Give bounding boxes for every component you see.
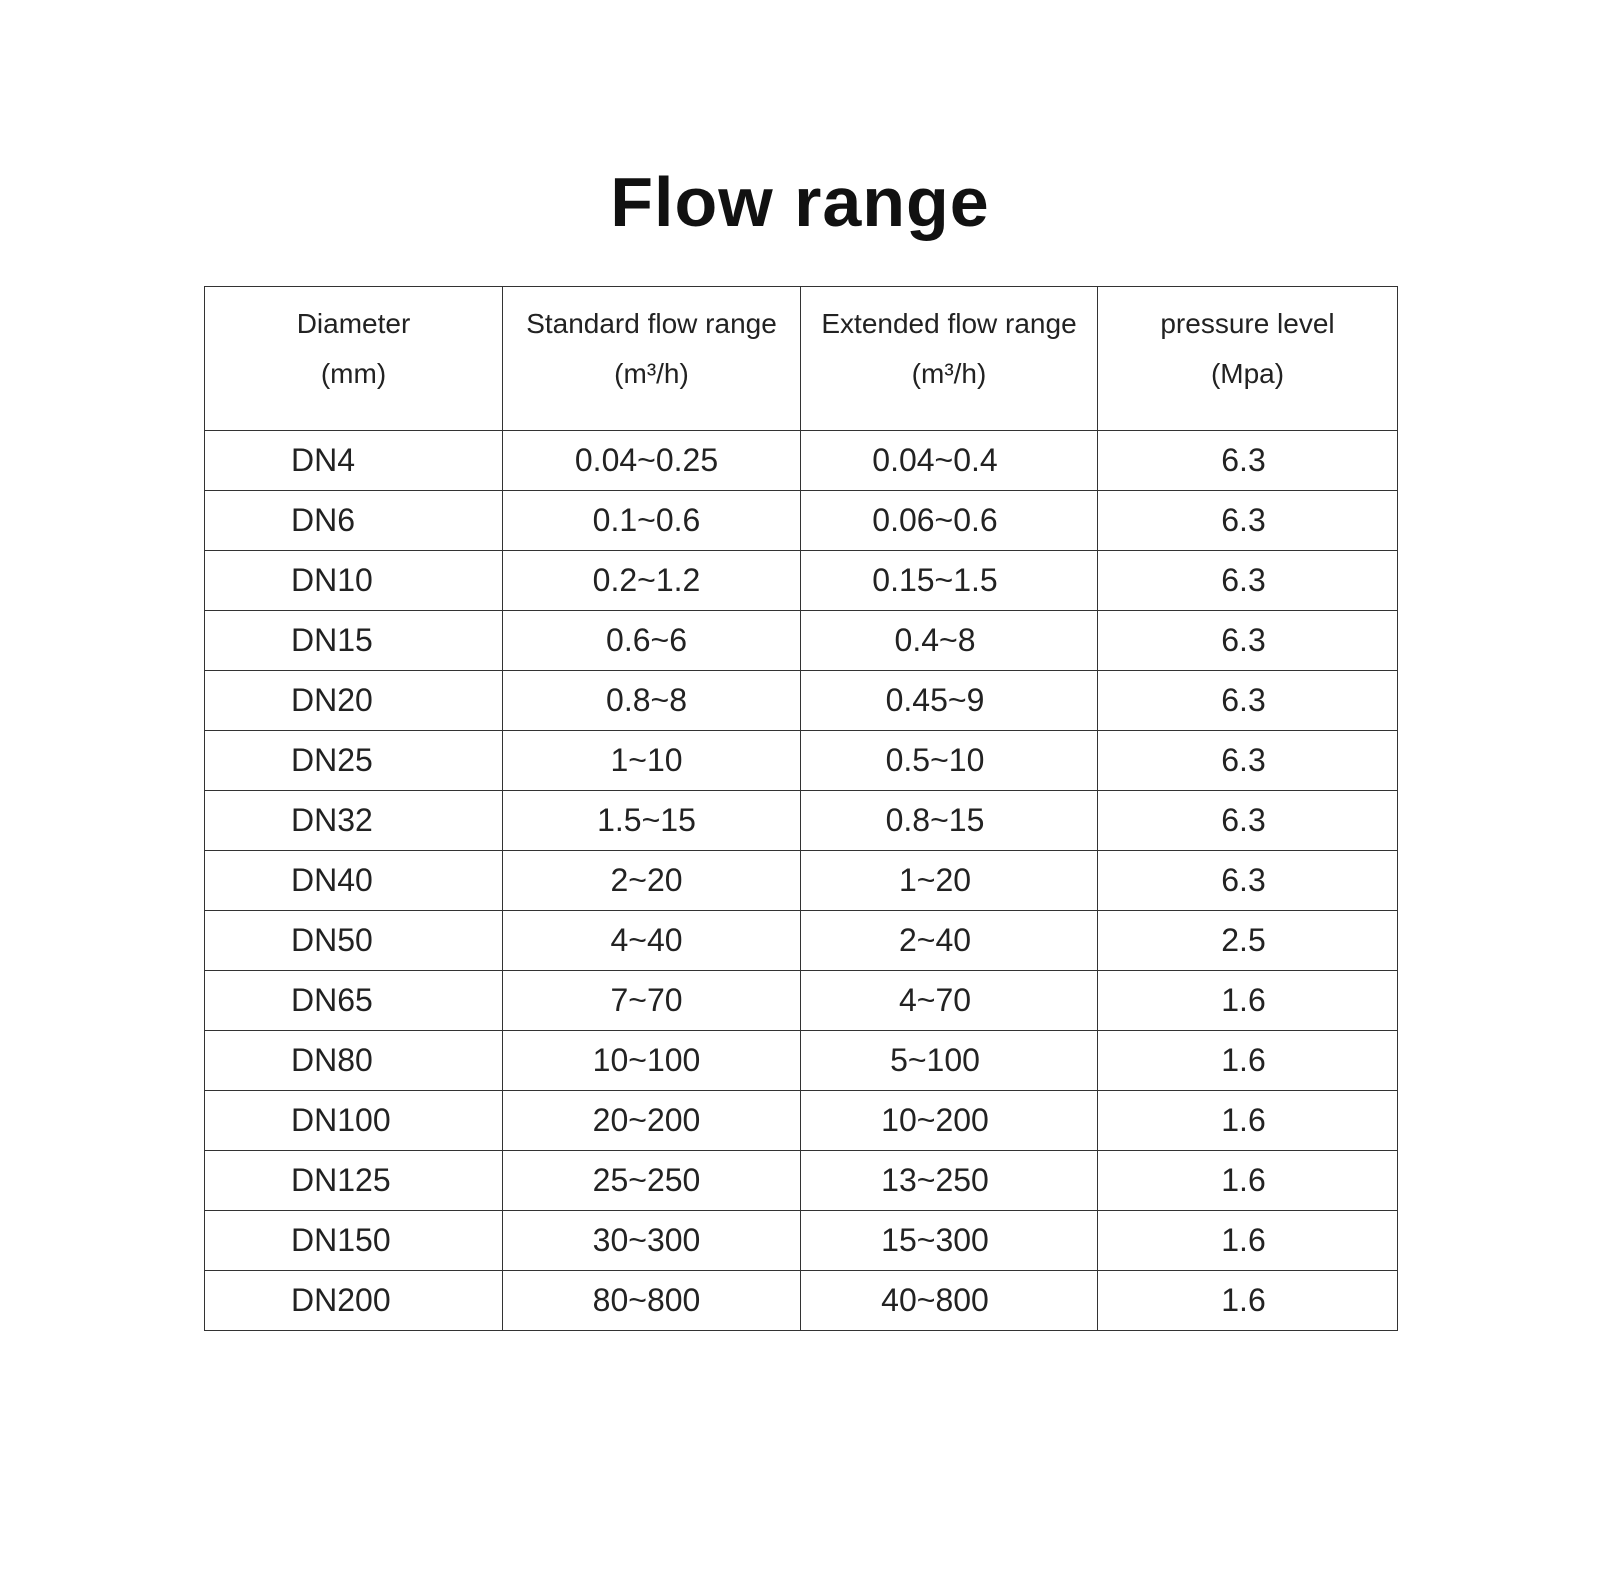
table-body — [205, 431, 1398, 1331]
cell-pressure-level: 6.3 — [1098, 611, 1398, 671]
cell-diameter: DN25 — [205, 731, 503, 791]
cell-extended-flow: 0.06~0.6 — [801, 491, 1098, 551]
cell-pressure-level: 2.5 — [1098, 911, 1398, 971]
cell-diameter: DN65 — [205, 971, 503, 1031]
cell-pressure-level: 1.6 — [1098, 1271, 1398, 1331]
cell-standard-flow: 7~70 — [503, 971, 801, 1031]
table-row — [205, 791, 1398, 851]
header-extended-flow-label: Extended flow range — [821, 308, 1077, 339]
header-diameter-label: Diameter — [296, 308, 411, 339]
cell-pressure-level: 6.3 — [1098, 851, 1398, 911]
cell-diameter: DN80 — [205, 1031, 503, 1091]
header-standard-flow — [503, 287, 801, 431]
table-row — [205, 851, 1398, 911]
header-diameter-unit: (mm) — [320, 358, 387, 389]
cell-pressure-level: 6.3 — [1098, 671, 1398, 731]
header-pressure-level-label: pressure level — [1160, 308, 1335, 339]
table-row — [205, 971, 1398, 1031]
cell-standard-flow: 25~250 — [503, 1151, 801, 1211]
cell-diameter: DN4 — [205, 431, 503, 491]
cell-diameter: DN100 — [205, 1091, 503, 1151]
cell-standard-flow: 20~200 — [503, 1091, 801, 1151]
cell-diameter: DN6 — [205, 491, 503, 551]
cell-standard-flow: 0.8~8 — [503, 671, 801, 731]
cell-pressure-level: 6.3 — [1098, 791, 1398, 851]
table-row — [205, 1271, 1398, 1331]
cell-pressure-level: 6.3 — [1098, 551, 1398, 611]
cell-diameter: DN150 — [205, 1211, 503, 1271]
header-standard-flow-unit: (m³/h) — [614, 358, 689, 389]
flow-range-table — [204, 286, 1398, 1331]
cell-extended-flow: 0.04~0.4 — [801, 431, 1098, 491]
header-row — [205, 287, 1398, 431]
table-row — [205, 551, 1398, 611]
cell-pressure-level: 6.3 — [1098, 731, 1398, 791]
cell-pressure-level: 1.6 — [1098, 971, 1398, 1031]
cell-pressure-level: 1.6 — [1098, 1031, 1398, 1091]
cell-extended-flow: 10~200 — [801, 1091, 1098, 1151]
cell-standard-flow: 0.2~1.2 — [503, 551, 801, 611]
header-extended-flow-unit: (m³/h) — [911, 358, 987, 389]
cell-diameter: DN125 — [205, 1151, 503, 1211]
cell-diameter: DN32 — [205, 791, 503, 851]
cell-pressure-level: 1.6 — [1098, 1211, 1398, 1271]
cell-pressure-level: 1.6 — [1098, 1151, 1398, 1211]
cell-pressure-level: 6.3 — [1098, 431, 1398, 491]
cell-diameter: DN10 — [205, 551, 503, 611]
cell-diameter: DN200 — [205, 1271, 503, 1331]
header-pressure-level — [1098, 287, 1398, 431]
cell-diameter: DN15 — [205, 611, 503, 671]
cell-pressure-level: 6.3 — [1098, 491, 1398, 551]
cell-extended-flow: 0.5~10 — [801, 731, 1098, 791]
cell-extended-flow: 2~40 — [801, 911, 1098, 971]
cell-extended-flow: 15~300 — [801, 1211, 1098, 1271]
header-standard-flow-label: Standard flow range — [526, 308, 777, 339]
cell-standard-flow: 30~300 — [503, 1211, 801, 1271]
table-row — [205, 491, 1398, 551]
table-row — [205, 1031, 1398, 1091]
table-row — [205, 431, 1398, 491]
cell-extended-flow: 0.45~9 — [801, 671, 1098, 731]
cell-standard-flow: 80~800 — [503, 1271, 801, 1331]
table-row — [205, 1151, 1398, 1211]
cell-standard-flow: 0.6~6 — [503, 611, 801, 671]
table-row — [205, 611, 1398, 671]
cell-standard-flow: 10~100 — [503, 1031, 801, 1091]
table-row — [205, 1211, 1398, 1271]
cell-extended-flow: 5~100 — [801, 1031, 1098, 1091]
cell-extended-flow: 4~70 — [801, 971, 1098, 1031]
cell-diameter: DN50 — [205, 911, 503, 971]
table-header — [205, 287, 1398, 431]
header-pressure-level-unit: (Mpa) — [1210, 358, 1285, 389]
header-diameter — [205, 287, 503, 431]
cell-extended-flow: 0.4~8 — [801, 611, 1098, 671]
header-extended-flow — [801, 287, 1098, 431]
cell-pressure-level: 1.6 — [1098, 1091, 1398, 1151]
table-row — [205, 1091, 1398, 1151]
cell-standard-flow: 2~20 — [503, 851, 801, 911]
cell-standard-flow: 4~40 — [503, 911, 801, 971]
table-row — [205, 671, 1398, 731]
cell-standard-flow: 0.04~0.25 — [503, 431, 801, 491]
cell-standard-flow: 1~10 — [503, 731, 801, 791]
table-row — [205, 911, 1398, 971]
cell-extended-flow: 1~20 — [801, 851, 1098, 911]
cell-diameter: DN40 — [205, 851, 503, 911]
page-title: Flow range — [610, 163, 990, 241]
cell-standard-flow: 1.5~15 — [503, 791, 801, 851]
cell-diameter: DN20 — [205, 671, 503, 731]
table-row — [205, 731, 1398, 791]
cell-extended-flow: 40~800 — [801, 1271, 1098, 1331]
cell-extended-flow: 0.15~1.5 — [801, 551, 1098, 611]
cell-extended-flow: 0.8~15 — [801, 791, 1098, 851]
cell-standard-flow: 0.1~0.6 — [503, 491, 801, 551]
cell-extended-flow: 13~250 — [801, 1151, 1098, 1211]
